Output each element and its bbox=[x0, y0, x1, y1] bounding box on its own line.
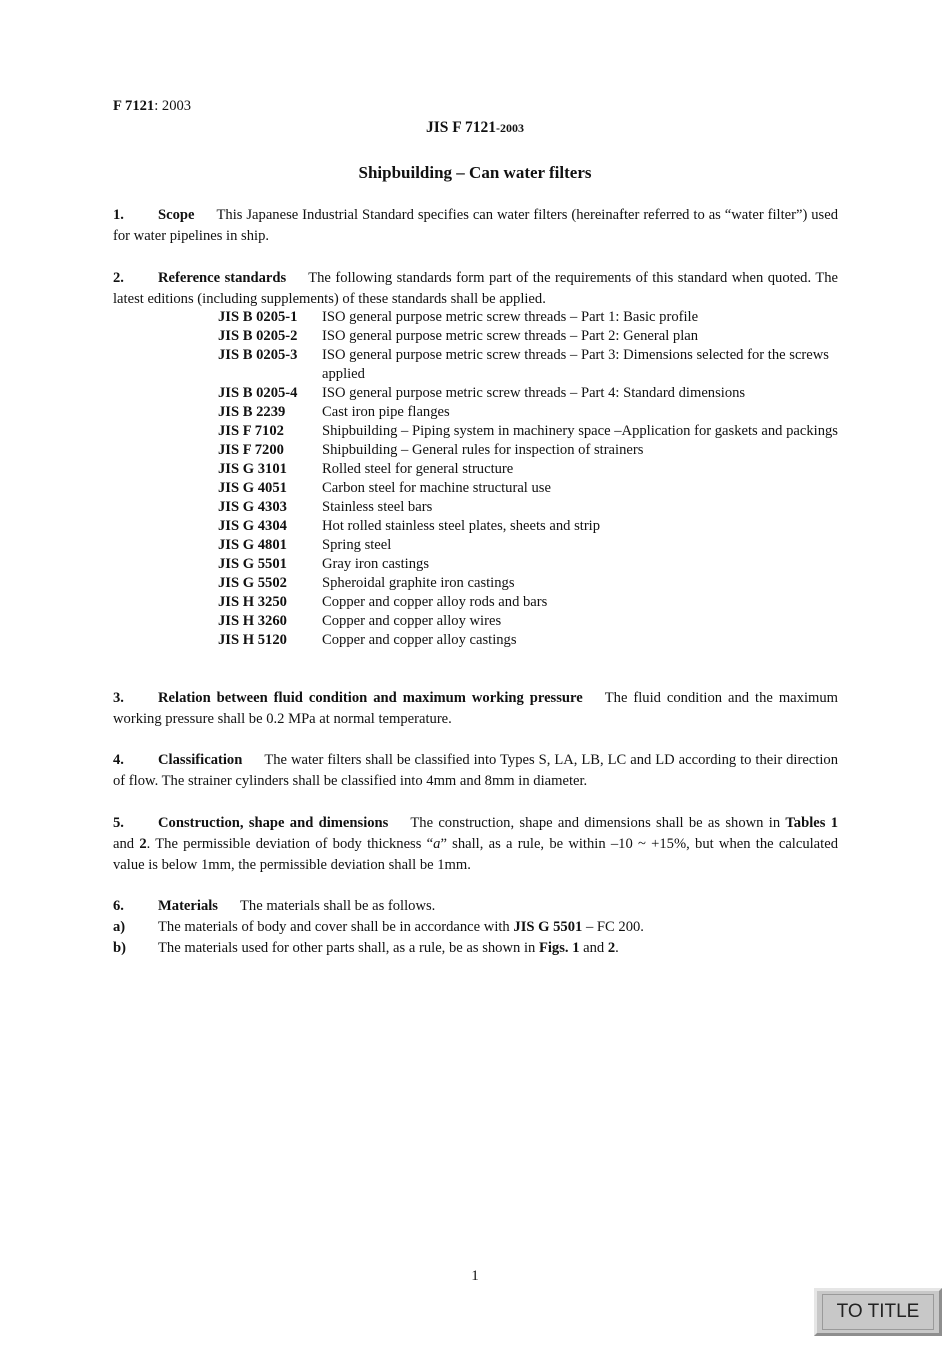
list-label: b) bbox=[113, 940, 126, 956]
section-number: 4. bbox=[113, 752, 124, 768]
section-heading: Relation between fluid condition and maximum working pressure bbox=[158, 690, 583, 706]
section-number: 2. bbox=[113, 270, 124, 286]
section-text: The materials shall be as follows. bbox=[239, 898, 436, 914]
reference-code: JIS F 7102 bbox=[218, 423, 284, 439]
reference-code: JIS H 3250 bbox=[218, 594, 287, 610]
standard-number-main: JIS F 7121 bbox=[425, 119, 497, 136]
reference-code: JIS G 5502 bbox=[218, 575, 287, 591]
section-number: 3. bbox=[113, 690, 124, 706]
section-reference-standards bbox=[113, 268, 838, 310]
section-text: The fluid condition and the maximum working pressure shall be 0.2 MPa at normal temperature. bbox=[113, 690, 839, 727]
reference-row bbox=[218, 422, 838, 441]
list-text: . bbox=[615, 940, 619, 956]
reference-row bbox=[218, 593, 838, 612]
section-text: This Japanese Industrial Standard specifies can water filters (hereinafter referred to as “water filter”) used for water pipelines in ship. bbox=[113, 207, 838, 244]
reference-title: Hot rolled stainless steel plates, sheets and strip bbox=[322, 518, 601, 534]
list-text: The materials used for other parts shall, as a rule, be as shown in bbox=[158, 940, 539, 956]
reference-title: Carbon steel for machine structural use bbox=[322, 480, 551, 496]
reference-row bbox=[218, 517, 838, 536]
standard-number-year: -2003 bbox=[496, 121, 525, 135]
section-number: 6. bbox=[113, 898, 124, 914]
section-heading: Materials bbox=[158, 898, 218, 914]
section-fluid-condition bbox=[113, 688, 838, 730]
reference-code: JIS B 0205-4 bbox=[218, 385, 298, 401]
section-text: ” shall, as a rule, be within –10 ~ +15%, but when the calculated value is below 1mm, the permissible deviation shall be 1mm. bbox=[113, 836, 838, 873]
reference-title: Copper and copper alloy castings bbox=[322, 632, 517, 648]
reference-code: JIS B 2239 bbox=[218, 404, 286, 420]
section-heading: Construction, shape and dimensions bbox=[158, 815, 389, 831]
section-scope bbox=[113, 205, 838, 247]
section-text: The construction, shape and dimensions shall be as shown in bbox=[410, 815, 786, 831]
section-number: 5. bbox=[113, 815, 124, 831]
list-text: The materials of body and cover shall be in accordance with bbox=[158, 919, 514, 935]
standard-ref: JIS G 5501 bbox=[513, 919, 583, 935]
reference-row bbox=[218, 384, 838, 403]
reference-title: Spring steel bbox=[322, 537, 392, 553]
list-item bbox=[113, 938, 838, 959]
reference-code: JIS H 3260 bbox=[218, 613, 287, 629]
reference-code: JIS G 4801 bbox=[218, 537, 287, 553]
reference-title: ISO general purpose metric screw threads – Part 4: Standard dimensions bbox=[322, 385, 746, 401]
reference-code: JIS B 0205-3 bbox=[218, 347, 298, 363]
reference-title: Shipbuilding – Piping system in machinery space –Application for gaskets and packings bbox=[322, 423, 838, 439]
reference-code: JIS G 4051 bbox=[218, 480, 287, 496]
reference-row bbox=[218, 479, 838, 498]
reference-code: JIS G 4304 bbox=[218, 518, 287, 534]
section-materials bbox=[113, 896, 838, 959]
reference-row bbox=[218, 327, 838, 346]
reference-code: JIS F 7200 bbox=[218, 442, 284, 458]
reference-title: Spheroidal graphite iron castings bbox=[322, 575, 515, 591]
list-item bbox=[113, 917, 838, 938]
thickness-variable: a bbox=[433, 836, 441, 852]
section-heading: Classification bbox=[158, 752, 243, 768]
tables-ref: Tables 1 bbox=[785, 815, 839, 831]
reference-code: JIS G 3101 bbox=[218, 461, 287, 477]
reference-row bbox=[218, 631, 838, 650]
reference-row bbox=[218, 498, 838, 517]
section-construction bbox=[113, 813, 838, 876]
reference-list bbox=[218, 308, 838, 650]
section-text: The following standards form part of the requirements of this standard when quoted. The latest editions (including supplements) of these standards shall be applied. bbox=[113, 270, 839, 307]
to-title-button[interactable] bbox=[814, 1288, 942, 1336]
section-heading: Scope bbox=[158, 207, 195, 223]
reference-title: ISO general purpose metric screw threads – Part 1: Basic profile bbox=[322, 309, 699, 325]
reference-code: JIS G 4303 bbox=[218, 499, 287, 515]
page-number: 1 bbox=[471, 1268, 479, 1284]
reference-row bbox=[218, 555, 838, 574]
list-text: – FC 200. bbox=[582, 919, 644, 935]
section-heading: Reference standards bbox=[158, 270, 287, 286]
table-ref: 2 bbox=[139, 836, 147, 852]
header-year: : 2003 bbox=[154, 98, 192, 114]
header-code: F 7121 bbox=[113, 98, 155, 114]
section-classification bbox=[113, 750, 838, 792]
reference-code: JIS B 0205-2 bbox=[218, 328, 298, 344]
reference-row bbox=[218, 460, 838, 479]
reference-code: JIS H 5120 bbox=[218, 632, 287, 648]
section-text: . The permissible deviation of body thickness “ bbox=[146, 836, 434, 852]
section-number: 1. bbox=[113, 207, 124, 223]
reference-row bbox=[218, 612, 838, 631]
reference-row bbox=[218, 441, 838, 460]
section-text: and bbox=[113, 836, 140, 852]
reference-title: Copper and copper alloy rods and bars bbox=[322, 594, 548, 610]
document-title: Shipbuilding – Can water filters bbox=[358, 163, 592, 182]
reference-row bbox=[218, 308, 838, 327]
reference-code: JIS B 0205-1 bbox=[218, 309, 298, 325]
list-text: and bbox=[579, 940, 608, 956]
list-label: a) bbox=[113, 919, 126, 935]
reference-title: Shipbuilding – General rules for inspection of strainers bbox=[322, 442, 644, 458]
reference-title: Stainless steel bars bbox=[322, 499, 433, 515]
to-title-label: TO TITLE bbox=[822, 1294, 935, 1330]
reference-row bbox=[218, 403, 838, 422]
reference-code: JIS G 5501 bbox=[218, 556, 287, 572]
reference-title: Gray iron castings bbox=[322, 556, 429, 572]
section-text: The water filters shall be classified into Types S, LA, LB, LC and LD according to their direction of flow. The strainer cylinders shall be classified into 4mm and 8mm in diameter. bbox=[113, 752, 838, 789]
figs-ref: Figs. 1 bbox=[538, 940, 580, 956]
reference-row bbox=[218, 574, 838, 593]
running-header bbox=[113, 98, 191, 115]
standard-number bbox=[0, 119, 950, 137]
reference-row bbox=[218, 536, 838, 555]
reference-title: Cast iron pipe flanges bbox=[322, 404, 450, 420]
reference-title: Copper and copper alloy wires bbox=[322, 613, 502, 629]
reference-title: Rolled steel for general structure bbox=[322, 461, 514, 477]
reference-title: ISO general purpose metric screw threads – Part 3: Dimensions selected for the screws applied bbox=[322, 347, 829, 382]
fig-ref: 2 bbox=[607, 940, 616, 956]
reference-title: ISO general purpose metric screw threads – Part 2: General plan bbox=[322, 328, 699, 344]
reference-row bbox=[218, 346, 838, 384]
